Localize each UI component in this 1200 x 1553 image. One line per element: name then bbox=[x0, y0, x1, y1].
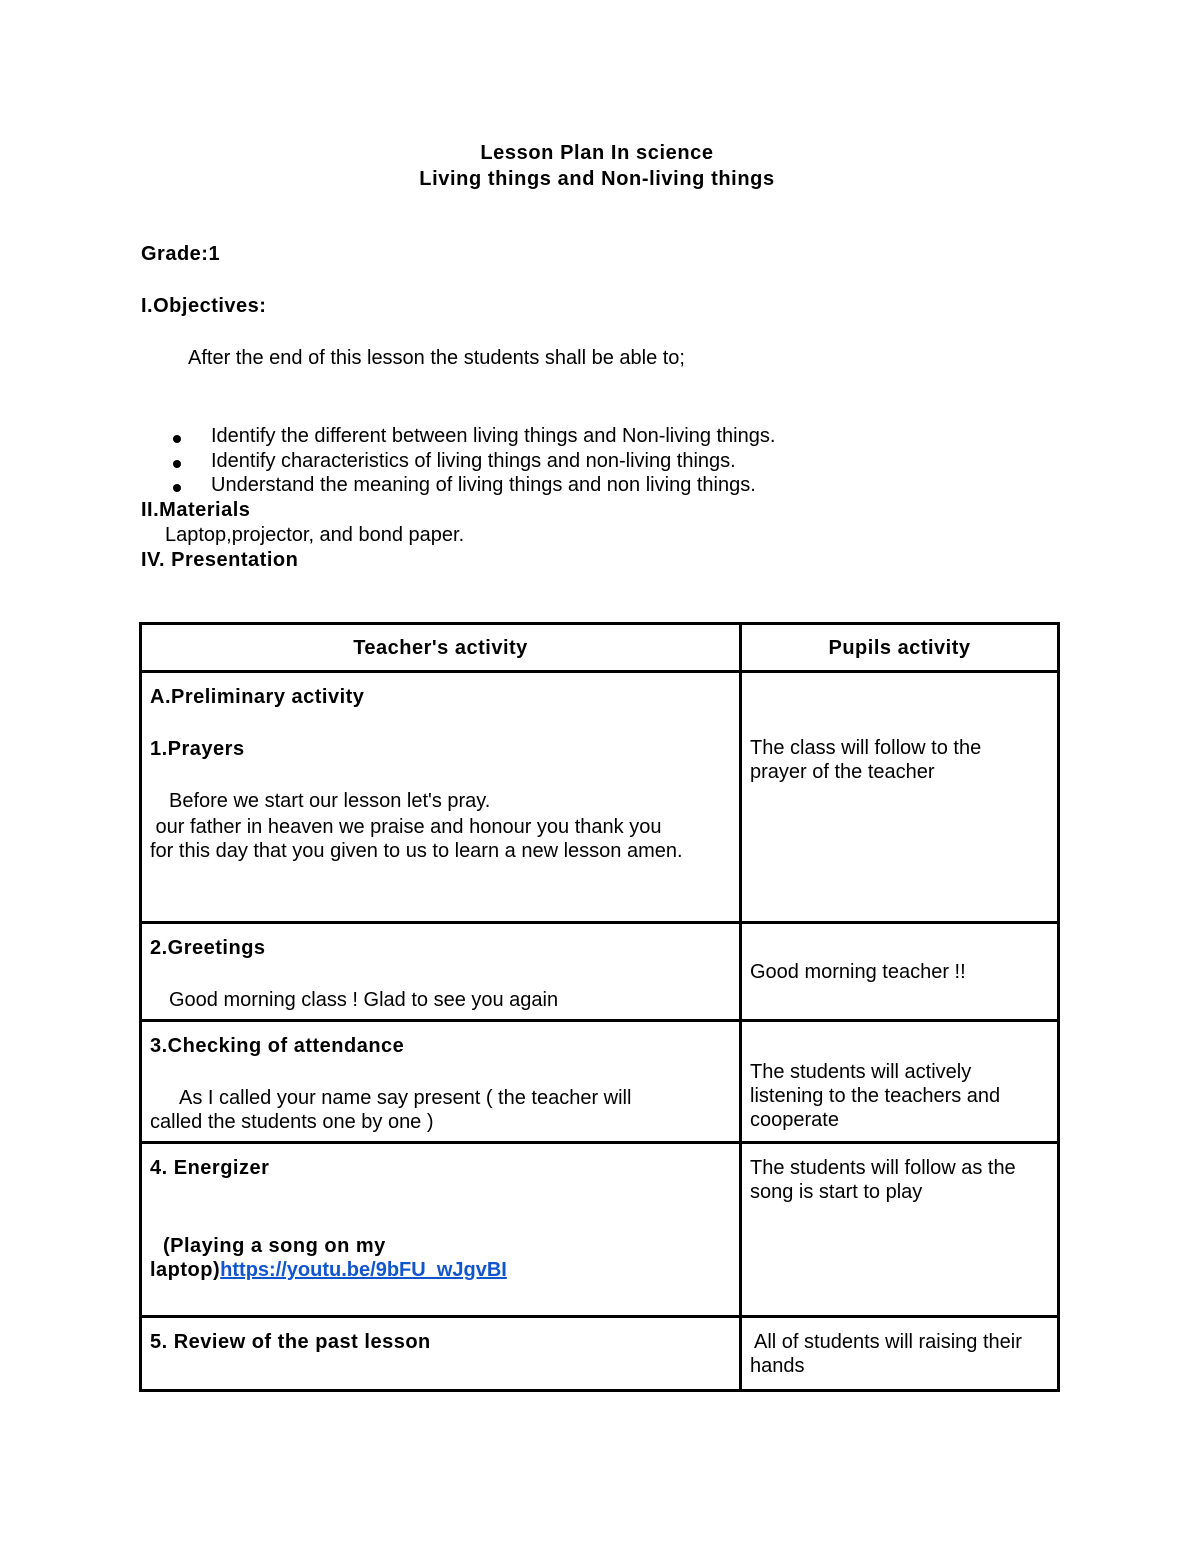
pupils-text: prayer of the teacher bbox=[750, 761, 935, 783]
bullet-icon bbox=[173, 484, 181, 492]
review-pupils-cell bbox=[741, 1317, 1059, 1391]
materials-heading: II.Materials bbox=[141, 499, 251, 521]
title-line-2: Living things and Non-living things bbox=[419, 168, 775, 190]
attendance-label: 3.Checking of attendance bbox=[150, 1035, 405, 1057]
activity-table bbox=[139, 622, 1060, 1392]
pupils-text: hands bbox=[750, 1355, 805, 1377]
attendance-line: called the students one by one ) bbox=[150, 1111, 434, 1133]
energizer-pupils-cell bbox=[741, 1143, 1059, 1317]
review-label: 5. Review of the past lesson bbox=[150, 1331, 431, 1353]
pupils-text: song is start to play bbox=[750, 1181, 923, 1203]
prayers-pupils-cell bbox=[741, 672, 1059, 923]
table-row bbox=[141, 1143, 1059, 1317]
greetings-teacher-cell bbox=[141, 923, 741, 1021]
header-pupils: Pupils activity bbox=[741, 624, 1059, 672]
presentation-heading: IV. Presentation bbox=[141, 549, 299, 571]
energizer-teacher-cell bbox=[141, 1143, 741, 1317]
energizer-label: 4. Energizer bbox=[150, 1157, 270, 1179]
pupils-text: The class will follow to the bbox=[750, 737, 982, 759]
table-header-row bbox=[141, 624, 1059, 672]
energizer-line-start: laptop) bbox=[150, 1259, 221, 1281]
review-teacher-cell bbox=[141, 1317, 741, 1391]
objective-text: Identify characteristics of living things and non-living things. bbox=[211, 450, 736, 472]
pupils-text: The students will follow as the bbox=[750, 1157, 1016, 1179]
pupils-text: Good morning teacher !! bbox=[750, 961, 966, 983]
prayers-label: 1.Prayers bbox=[150, 738, 245, 760]
objective-text: Understand the meaning of living things and non living things. bbox=[211, 474, 756, 496]
table-row bbox=[141, 1021, 1059, 1143]
attendance-line: As I called your name say present ( the teacher will bbox=[179, 1087, 632, 1109]
energizer-line bbox=[150, 1258, 731, 1282]
pupils-text: listening to the teachers and bbox=[750, 1085, 1001, 1107]
header-teacher: Teacher's activity bbox=[141, 624, 741, 672]
objectives-intro: After the end of this lesson the students shall be able to; bbox=[188, 347, 685, 369]
materials-text: Laptop,projector, and bond paper. bbox=[165, 524, 465, 546]
bullet-icon bbox=[173, 460, 181, 468]
table-row bbox=[141, 672, 1059, 923]
pupils-text: All of students will raising their bbox=[754, 1331, 1022, 1353]
pupils-text: cooperate bbox=[750, 1109, 839, 1131]
prayers-line: for this day that you given to us to learn a new lesson amen. bbox=[150, 840, 683, 862]
objective-text: Identify the different between living things and Non-living things. bbox=[211, 425, 776, 447]
pupils-text: The students will actively bbox=[750, 1061, 972, 1083]
energizer-line: (Playing a song on my bbox=[163, 1235, 386, 1257]
greetings-text: Good morning class ! Glad to see you again bbox=[169, 989, 559, 1011]
prayers-line: Before we start our lesson let's pray. bbox=[169, 790, 491, 812]
preliminary-label: A.Preliminary activity bbox=[150, 686, 365, 708]
attendance-teacher-cell bbox=[141, 1021, 741, 1143]
table-row bbox=[141, 923, 1059, 1021]
title-line-1: Lesson Plan In science bbox=[480, 142, 714, 164]
greetings-label: 2.Greetings bbox=[150, 937, 266, 959]
prayers-teacher-cell bbox=[141, 672, 741, 923]
attendance-pupils-cell bbox=[741, 1021, 1059, 1143]
greetings-pupils-cell bbox=[741, 923, 1059, 1021]
prayers-line: our father in heaven we praise and honour you thank you bbox=[150, 816, 662, 838]
song-link[interactable]: https://youtu.be/9bFU_wJgvBI bbox=[220, 1259, 507, 1281]
bullet-icon bbox=[173, 435, 181, 443]
table-row bbox=[141, 1317, 1059, 1391]
grade-label: Grade:1 bbox=[141, 243, 221, 265]
objectives-heading: I.Objectives: bbox=[141, 295, 267, 317]
